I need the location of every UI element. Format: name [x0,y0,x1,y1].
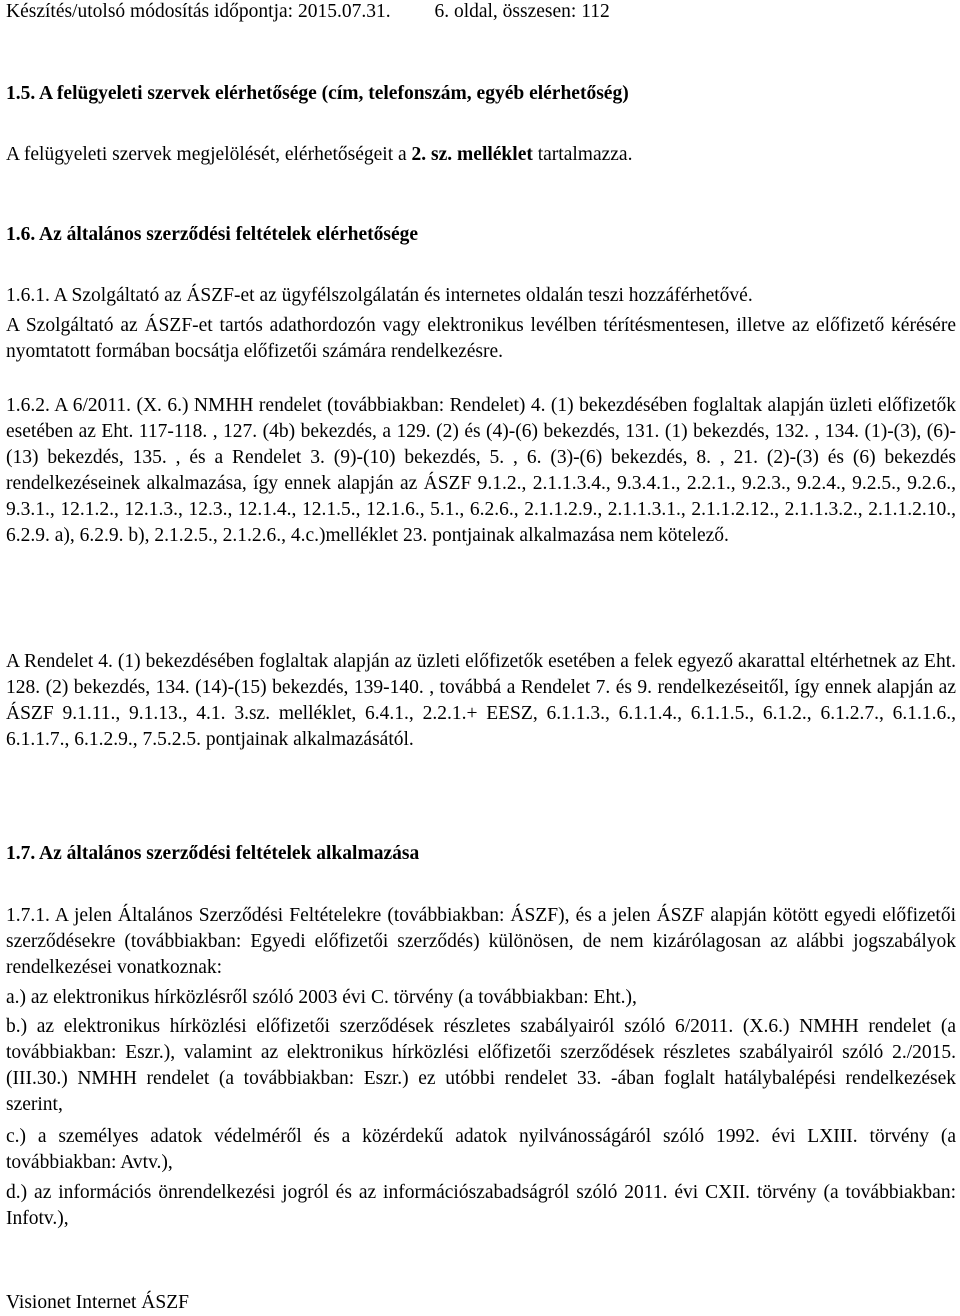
legislation-item-c: c.) a személyes adatok védelméről és a közérdekű adatok nyilvánosságáról szóló 1992. évi LXIII. törvény (a továbbiakban: Avtv.), [6,1126,956,1173]
section-1-7-1-intro: 1.7.1. A jelen Általános Szerződési Feltételekre (továbbiakban: ÁSZF), és a jelen ÁSZF alapján kötött egyedi előfizetői szerződésekre (továbbiakban: Egyedi előfizetői szerződés) különösen, de nem kizárólagosan az alábbi jogszabályok rendelkezései vonatkoznak: [6,905,956,978]
legislation-item-a: a.) az elektronikus hírközlésről szóló 2003 évi C. törvény (a továbbiakban: Eht.), [6,987,637,1008]
page-header: Készítés/utolsó módosítás időpontja: 2015.07.31. 6. oldal, összesen: 112 [6,1,610,22]
section-1-5-text-pre: A felügyeleti szervek megjelölését, elérhetőségeit a [6,144,412,165]
legislation-item-b: b.) az elektronikus hírközlési előfizetői szerződések részletes szabályairól szóló 6/2011. (X.6.) NMHH rendelet (a továbbiakban: Eszr.), valamint az elektronikus hírközlési előfizetői szerződések részletes szabályairól szóló 2./2015.(III.30.) NMHH rendelet (a továbbiakban: Eszr.) ez utóbbi rendelet 33. -ában foglalt hatálybalépési rendelkezések szerint, [6,1016,956,1115]
section-1-7-heading: 1.7. Az általános szerződési feltételek alkalmazása [6,843,420,864]
section-1-6-heading: 1.6. Az általános szerződési feltételek elérhetősége [6,224,419,245]
section-1-5-text-post: tartalmazza. [532,144,633,165]
page-footer: Visionet Internet ÁSZF [6,1292,189,1313]
section-1-5-text [6,142,956,168]
annex-reference: 2. sz. melléklet [411,144,533,165]
business-subscriber-paragraph: A Rendelet 4. (1) bekezdésében foglaltak alapján az üzleti előfizetők esetében a felek egyező akarattal eltérhetnek az Eht. 128. (2) bekezdés, 134. (14)-(15) bekezdés, 139-140. , továbbá a Rendelet 7. és 9. rendelkezéseitől, így ennek alapján az ÁSZF 9.1.11., 9.1.13., 4.1. 3.sz. melléklet, 6.4.1., 2.2.1.+ EESZ, 6.1.1.3., 6.1.1.4., 6.1.1.5., 6.1.2., 6.1.2.7., 6.1.1.6., 6.1.1.7., 6.1.2.9., 7.5.2.5. pontjainak alkalmazásától. [6,651,956,750]
section-1-6-1-continuation: A Szolgáltató az ÁSZF-et tartós adathordozón vagy elektronikus levélben térítésmentesen, illetve az előfizető kérésére nyomtatott formában bocsátja előfizetői számára rendelkezésre. [6,315,956,362]
section-1-6-2-paragraph: 1.6.2. A 6/2011. (X. 6.) NMHH rendelet (továbbiakban: Rendelet) 4. (1) bekezdésében foglaltak alapján üzleti előfizetők esetében az Eht. 117-118. , 127. (4b) bekezdés, a 129. (2) és (4)-(6) bekezdés, 131. (1) bekezdés, 132. , 134. (1)-(3), (6)-(13) bekezdés, 135. , és a Rendelet 3. (9)-(10) bekezdés, 5. , 6. (3)-(6) bekezdés, 8. , 21. (2)-(3) és (6) bekezdés rendelkezéseinek alkalmazása, így ennek alapján az ÁSZF 9.1.2., 2.1.1.3.4., 9.3.4.1., 2.2.1., 9.2.3., 9.2.4., 9.2.5., 9.2.6., 9.3.1., 12.1.2., 12.1.3., 12.3., 12.1.4., 12.1.5., 12.1.6., 5.1., 6.2.6., 2.1.1.2.9., 2.1.1.3.1., 2.1.1.2.12., 2.1.1.3.2., 2.1.1.2.10., 6.2.9. a), 6.2.9. b), 2.1.2.5., 2.1.2.6., 4.c.)melléklet 23. pontjainak alkalmazása nem kötelező. [6,395,956,546]
section-1-5-heading: 1.5. A felügyeleti szervek elérhetősége (cím, telefonszám, egyéb elérhetőség) [6,83,629,104]
legislation-item-d: d.) az információs önrendelkezési jogról és az információszabadságról szóló 2011. évi CXII. törvény (a továbbiakban: Infotv.), [6,1182,956,1229]
section-1-6-1-paragraph: 1.6.1. A Szolgáltató az ÁSZF-et az ügyfélszolgálatán és internetes oldalán teszi hozzáférhetővé. [6,285,753,306]
